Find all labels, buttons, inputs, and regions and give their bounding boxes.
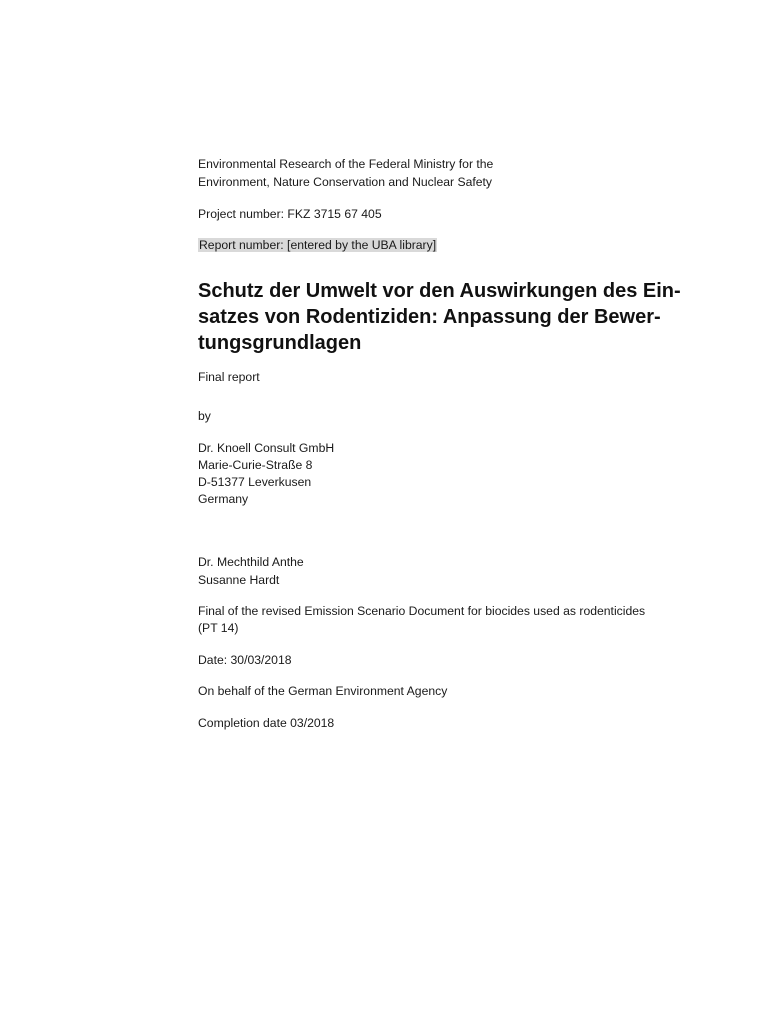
by-label: by [198, 409, 211, 423]
title-line-3: tungsgrundlagen [198, 332, 362, 354]
organization-street: Marie-Curie-Straße 8 [198, 458, 313, 472]
description-line-1: Final of the revised Emission Scenario Document for biocides used as rodenticides [198, 604, 646, 618]
title-line-2: satzes von Rodentiziden: Anpassung der Bewer- [198, 306, 661, 328]
on-behalf: On behalf of the German Environment Agency [198, 684, 448, 698]
header-line-1: Environmental Research of the Federal Ministry for the [198, 157, 494, 171]
report-number: Report number: [entered by the UBA library] [199, 238, 437, 252]
date: Date: 30/03/2018 [198, 653, 292, 667]
author-2: Susanne Hardt [198, 573, 280, 587]
completion-date: Completion date 03/2018 [198, 716, 335, 730]
description-line-2: (PT 14) [198, 621, 239, 635]
report-number-row [198, 237, 437, 255]
report-type: Final report [198, 370, 260, 384]
header-line-2: Environment, Nature Conservation and Nuclear Safety [198, 175, 493, 189]
author-1: Dr. Mechthild Anthe [198, 555, 304, 569]
title-line-1: Schutz der Umwelt vor den Auswirkungen des Ein- [198, 280, 681, 302]
organization-name: Dr. Knoell Consult GmbH [198, 441, 335, 455]
organization-city: D-51377 Leverkusen [198, 475, 312, 489]
organization-country: Germany [198, 492, 249, 506]
project-number: Project number: FKZ 3715 67 405 [198, 207, 382, 221]
